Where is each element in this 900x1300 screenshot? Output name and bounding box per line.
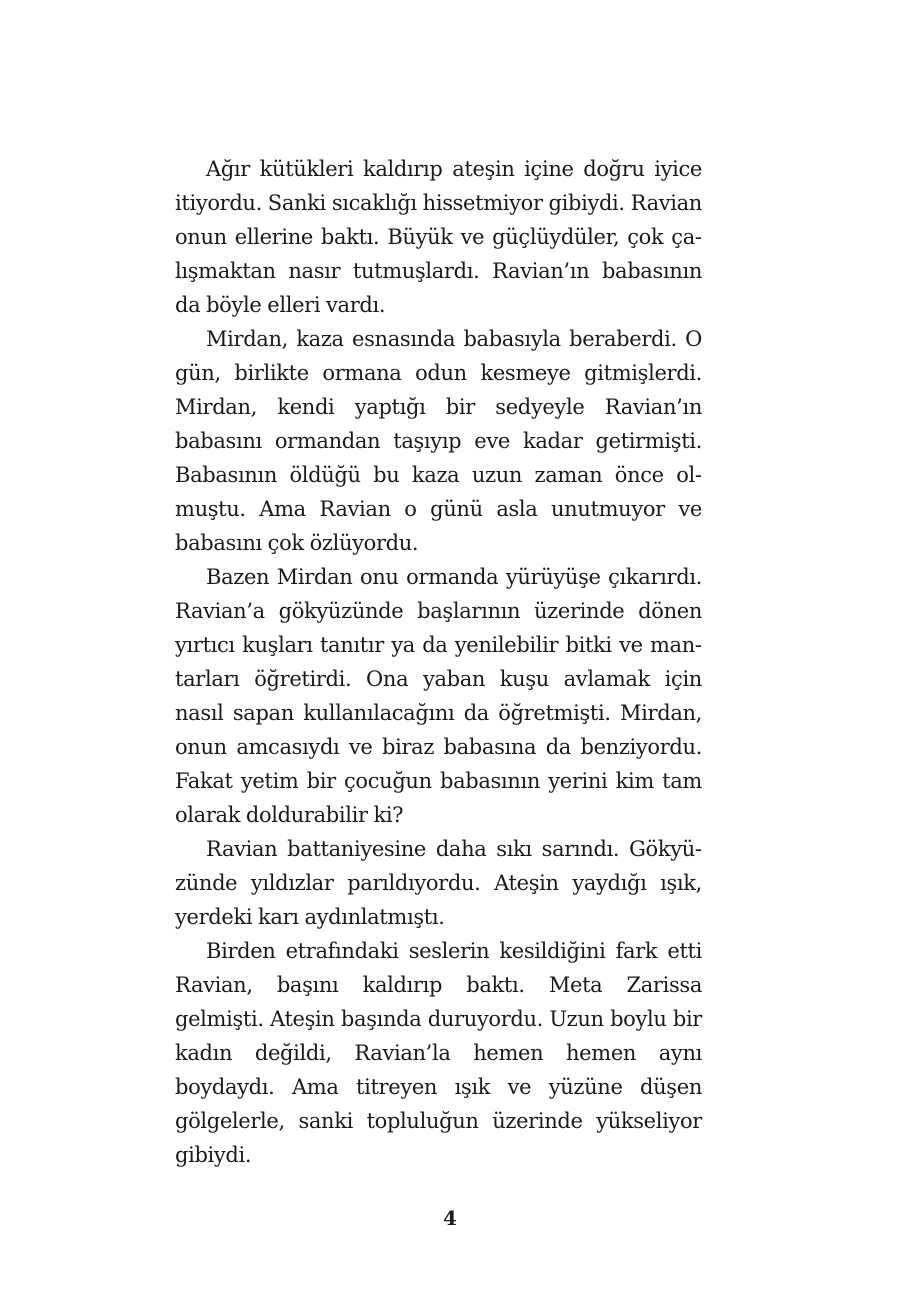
page-number: 4: [443, 1206, 457, 1230]
paragraph-2: Mirdan, kaza esnasında babasıyla beraberdi. O gün, birlikte ormana odun kesmeye gitmişlerdi. Mirdan, kendi yaptığı bir sedyeyle Ravian’ın babasını ormandan taşıyıp eve kadar getirmişti. Babasının öldüğü bu kaza uzun zaman önce olmuştu. Ama Ravian o günü asla unutmuyor ve babasını çok özlüyordu.: [175, 327, 702, 555]
paragraph-1: Ağır kütükleri kaldırıp ateşin içine doğru iyice itiyordu. Sanki sıcaklığı hissetmiyor gibiydi. Ravian onun ellerine baktı. Büyük ve güçlüydüler, çok çalışmaktan nasır tutmuşlardı. Ravian’ın babasının da böyle elleri vardı.: [175, 157, 702, 317]
paragraph-4: Ravian battaniyesine daha sıkı sarındı. Gökyüzünde yıldızlar parıldıyordu. Ateşin yaydığı ışık, yerdeki karı aydınlatmıştı.: [175, 837, 702, 929]
paragraph-3: Bazen Mirdan onu ormanda yürüyüşe çıkarırdı. Ravian’a gökyüzünde başlarının üzerinde dönen yırtıcı kuşları tanıtır ya da yenilebilir bitki ve mantarları öğretirdi. Ona yaban kuşu avlamak için nasıl sapan kullanılacağını da öğretmişti. Mirdan, onun amcasıydı ve biraz babasına da benziyordu. Fakat yetim bir çocuğun babasının yerini kim tam olarak doldurabilir ki?: [175, 565, 702, 827]
paragraph-5: Birden etrafındaki seslerin kesildiğini fark etti Ravian, başını kaldırıp baktı. Meta Zarissa gelmişti. Ateşin başında duruyordu. Uzun boylu bir kadın değildi, Ravian’la hemen hemen aynı boydaydı. Ama titreyen ışık ve yüzüne düşen gölgelerle, sanki topluluğun üzerinde yükseliyor gibiydi.: [175, 939, 702, 1167]
page-body: [175, 152, 702, 1172]
